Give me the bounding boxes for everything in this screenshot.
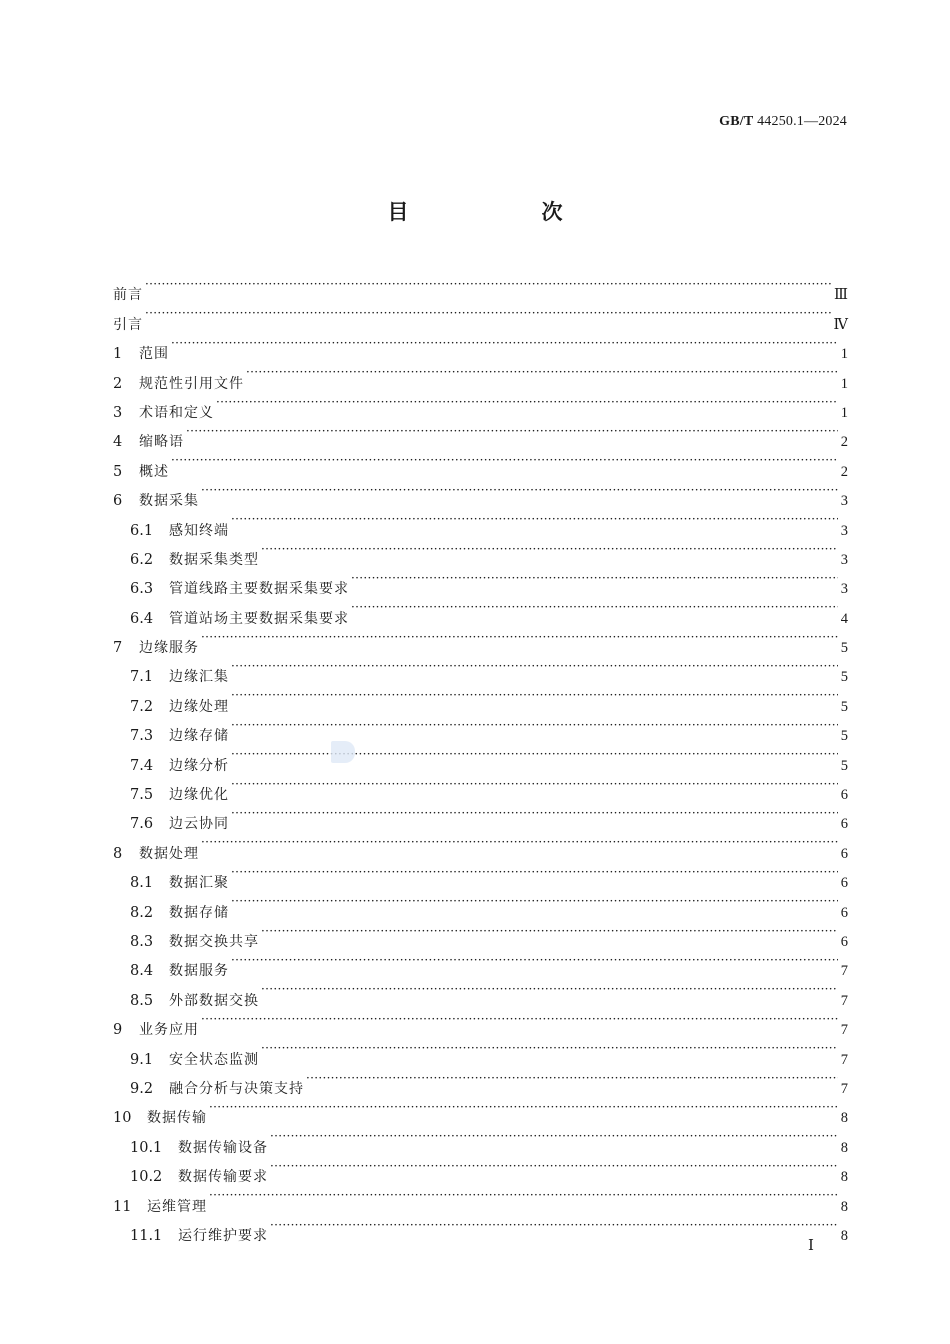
toc-dot-leader (261, 1034, 838, 1063)
toc-entry[interactable] (113, 446, 848, 480)
toc-entry[interactable] (113, 1093, 848, 1127)
toc-entry-number: 2 (113, 375, 123, 392)
toc-entry-page: 2 (840, 434, 848, 451)
toc-entry-number: 7.5 (130, 787, 154, 804)
toc-entry-number: 3 (113, 404, 123, 421)
toc-entry-label: 数据采集 (139, 493, 199, 510)
toc-entry-label: 边缘分析 (169, 757, 229, 774)
toc-dot-leader (261, 917, 838, 946)
toc-dot-leader (270, 1122, 838, 1151)
toc-entry-label: 术语和定义 (139, 404, 214, 421)
toc-dot-leader (261, 535, 838, 564)
toc-entry[interactable] (113, 270, 848, 304)
toc-entry-label: 数据处理 (139, 845, 199, 862)
toc-entry-page: 8 (840, 1198, 848, 1215)
toc-entry-number: 6.4 (130, 610, 154, 627)
toc-entry-page: 3 (840, 522, 848, 539)
toc-entry-number: 7.4 (130, 757, 154, 774)
toc-entry[interactable] (113, 329, 848, 363)
toc-dot-leader (201, 623, 838, 652)
toc-entry-number: 8.5 (130, 992, 154, 1009)
toc-entry-label: 数据存储 (169, 904, 229, 921)
toc-entry-label: 感知终端 (169, 522, 229, 539)
toc-entry-page: 5 (840, 698, 848, 715)
toc-dot-leader (231, 711, 838, 740)
toc-dot-leader (231, 652, 838, 681)
toc-dot-leader (231, 681, 838, 710)
toc-entry-number: 7.6 (130, 816, 154, 833)
toc-entry-page: 6 (840, 787, 848, 804)
toc-entry-number: 6 (113, 493, 123, 510)
toc-entry-label: 缩略语 (139, 434, 184, 451)
toc-entry-label: 数据交换共享 (169, 933, 259, 950)
toc-entry-label: 边缘存储 (169, 728, 229, 745)
toc-entry[interactable] (113, 476, 848, 510)
toc-dot-leader (231, 946, 838, 975)
toc-dot-leader (231, 740, 838, 769)
toc-entry-label: 数据汇聚 (169, 875, 229, 892)
toc-entry-page: 8 (840, 1169, 848, 1186)
toc-entry-number: 7.3 (130, 728, 154, 745)
toc-entry-page: 1 (840, 404, 848, 421)
toc-entry-page: 1 (840, 346, 848, 363)
toc-entry-label: 边缘服务 (139, 640, 199, 657)
toc-dot-leader (201, 1005, 838, 1034)
toc-entry-page: 3 (840, 581, 848, 598)
toc-entry-label: 安全状态监测 (169, 1051, 259, 1068)
toc-entry-number: 10.1 (130, 1139, 163, 1156)
toc-dot-leader (201, 828, 838, 857)
toc-dot-leader (246, 358, 838, 387)
toc-dot-leader (209, 1093, 838, 1122)
toc-entry-label: 数据传输要求 (178, 1169, 268, 1186)
toc-entry-page: 6 (840, 875, 848, 892)
toc-dot-leader (231, 887, 838, 916)
toc-entry-number: 10.2 (130, 1169, 163, 1186)
toc-dot-leader (231, 770, 838, 799)
toc-entry[interactable] (113, 1034, 848, 1068)
standard-number: 44250.1—2024 (757, 114, 847, 129)
toc-entry-label: 外部数据交换 (169, 992, 259, 1009)
page-title: 目 次 (387, 200, 619, 224)
toc-dot-leader (351, 593, 838, 622)
toc-entry[interactable] (113, 505, 848, 539)
toc-entry-number: 8 (113, 845, 123, 862)
toc-entry-page: 8 (840, 1227, 848, 1244)
toc-entry-label: 管道站场主要数据采集要求 (169, 610, 349, 627)
toc-entry[interactable] (113, 858, 848, 892)
toc-dot-leader (351, 564, 838, 593)
toc-entry-number: 7.1 (130, 669, 154, 686)
toc-entry-number: 9 (113, 1022, 123, 1039)
toc-dot-leader (231, 799, 838, 828)
toc-dot-leader (171, 446, 838, 475)
toc-entry[interactable] (113, 388, 848, 421)
toc-entry[interactable] (113, 1181, 848, 1215)
toc-entry-number: 7 (113, 640, 123, 657)
toc-entry-page: 5 (840, 757, 848, 774)
toc-entry-page: 5 (840, 640, 848, 657)
toc-entry-page: 4 (840, 610, 848, 627)
toc-entry-label: 数据服务 (169, 963, 229, 980)
toc-entry[interactable] (113, 623, 848, 657)
toc-dot-leader (145, 299, 832, 328)
toc-entry[interactable] (113, 652, 848, 686)
toc-entry-page: 7 (840, 1051, 848, 1068)
toc-dot-leader (201, 476, 838, 505)
toc-entry-label: 前言 (113, 287, 143, 304)
toc-entry-number: 8.1 (130, 875, 154, 892)
toc-entry-number: 10 (113, 1110, 132, 1127)
toc-entry-label: 规范性引用文件 (139, 375, 244, 392)
toc-entry-number: 6.2 (130, 551, 154, 568)
toc-entry-label: 概述 (139, 463, 169, 480)
toc-entry-number: 9.1 (130, 1051, 154, 1068)
toc-entry-number: 11 (113, 1198, 132, 1215)
toc-entry-label: 边缘处理 (169, 698, 229, 715)
toc-entry-label: 业务应用 (139, 1022, 199, 1039)
toc-entry-label: 运行维护要求 (178, 1227, 268, 1244)
toc-entry-page: 2 (840, 463, 848, 480)
toc-entry-label: 运维管理 (147, 1198, 207, 1215)
toc-entry-page: 6 (840, 816, 848, 833)
toc-dot-leader (306, 1064, 838, 1093)
toc-dot-leader (270, 1152, 838, 1181)
toc-entry-label: 数据传输 (147, 1110, 207, 1127)
toc-entry-page: Ⅲ (834, 287, 848, 304)
page-number: Ⅰ (808, 1238, 814, 1254)
toc-entry[interactable] (113, 299, 848, 333)
toc-entry-number: 8.4 (130, 963, 154, 980)
toc-entry-page: 3 (840, 493, 848, 510)
toc-entry-label: 边云协同 (169, 816, 229, 833)
toc-dot-leader (209, 1181, 838, 1210)
toc-dot-leader (186, 417, 838, 446)
toc-entry[interactable] (113, 1122, 848, 1156)
toc-entry-label: 引言 (113, 316, 143, 333)
toc-entry-label: 边缘汇集 (169, 669, 229, 686)
toc-entry-number: 5 (113, 463, 123, 480)
standard-code (719, 114, 847, 130)
standard-prefix: GB/T (719, 114, 754, 129)
toc-entry-number: 7.2 (130, 698, 154, 715)
toc-entry-page: 3 (840, 551, 848, 568)
toc-dot-leader (261, 975, 838, 1004)
toc-dot-leader (270, 1211, 838, 1240)
toc-dot-leader (231, 505, 838, 534)
toc-entry[interactable] (113, 417, 848, 451)
toc-entry-number: 8.2 (130, 904, 154, 921)
toc-entry[interactable] (113, 358, 848, 392)
toc-entry-number: 11.1 (130, 1227, 163, 1244)
toc-dot-leader (231, 858, 838, 887)
toc-entry-label: 管道线路主要数据采集要求 (169, 581, 349, 598)
toc-entry[interactable] (113, 828, 848, 862)
toc-entry-page: 5 (840, 728, 848, 745)
toc-entry[interactable] (113, 1211, 848, 1244)
toc-entry-label: 融合分析与决策支持 (169, 1080, 304, 1097)
toc-entry-number: 4 (113, 434, 123, 451)
toc-entry-label: 范围 (139, 346, 169, 363)
toc-entry-number: 6.1 (130, 522, 154, 539)
toc-entry-page: 7 (840, 1080, 848, 1097)
toc-entry-number: 8.3 (130, 933, 154, 950)
toc-entry-page: 6 (840, 845, 848, 862)
toc-entry-page: 1 (840, 375, 848, 392)
toc-entry-label: 边缘优化 (169, 787, 229, 804)
toc-entry-number: 1 (113, 346, 123, 363)
toc-dot-leader (216, 388, 838, 417)
toc-entry-page: 6 (840, 933, 848, 950)
toc-entry-page: 7 (840, 963, 848, 980)
toc-dot-leader (171, 329, 838, 358)
toc-entry-page: Ⅳ (833, 316, 848, 333)
toc-entry-page: 7 (840, 1022, 848, 1039)
toc-entry-page: 5 (840, 669, 848, 686)
toc-entry-page: 7 (840, 992, 848, 1009)
toc-entry-page: 8 (840, 1139, 848, 1156)
toc-entry-page: 6 (840, 904, 848, 921)
watermark-logo (331, 741, 355, 763)
toc-entry-label: 数据传输设备 (178, 1139, 268, 1156)
toc-dot-leader (145, 270, 832, 299)
toc-entry-number: 9.2 (130, 1080, 154, 1097)
toc-entry[interactable] (113, 1005, 848, 1039)
toc-entry-label: 数据采集类型 (169, 551, 259, 568)
toc-entry-number: 6.3 (130, 581, 154, 598)
table-of-contents (113, 270, 848, 1244)
toc-entry-page: 8 (840, 1110, 848, 1127)
